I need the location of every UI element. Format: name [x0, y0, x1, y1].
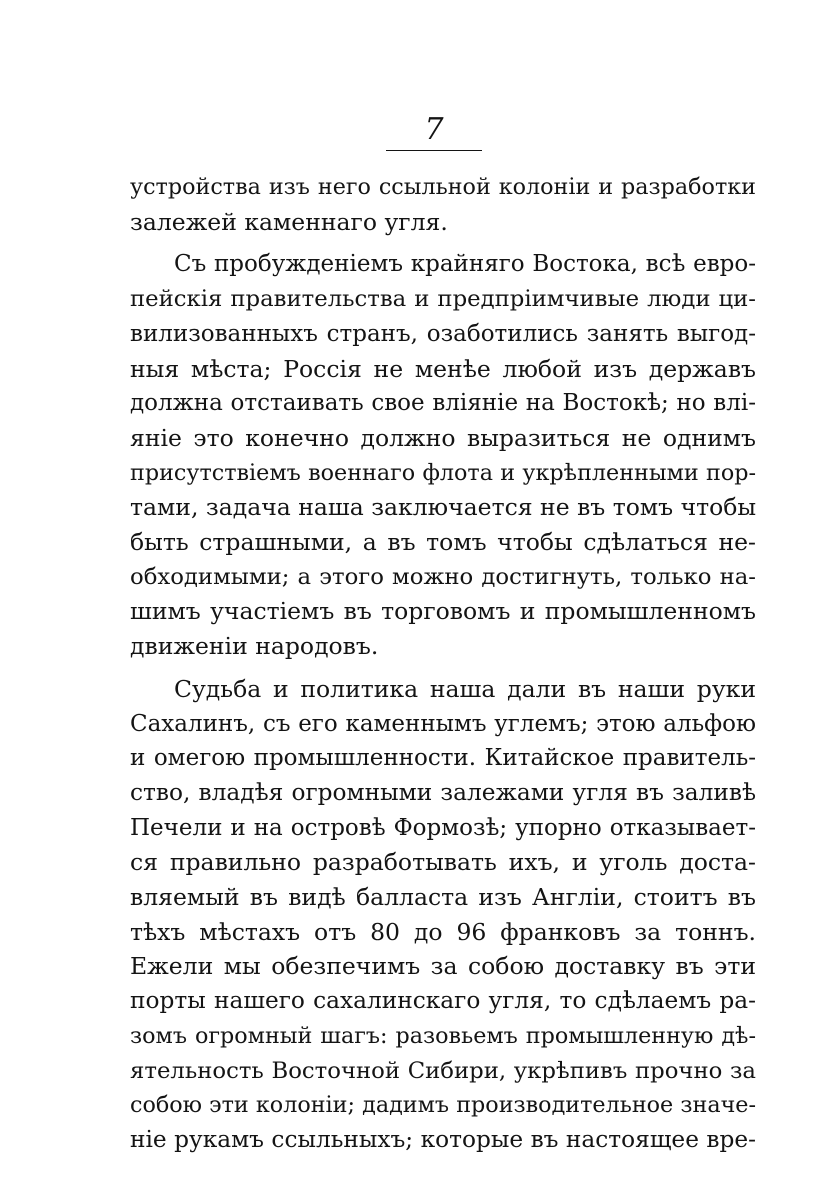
text-line: быть страшными, а въ томъ чтобы сдѣлаться не-: [130, 528, 756, 557]
text-line: обходимыми; а этого можно достигнуть, только на-: [130, 563, 756, 590]
text-line: тѣхъ мѣстахъ отъ 80 до 96 франковъ за тоннъ.: [130, 917, 756, 946]
text-line: вилизованныхъ странъ, озаботились занять выгод-: [130, 320, 756, 347]
paragraph: [130, 672, 756, 1158]
text-line: зомъ огромный шагъ: разовьемъ промышленную дѣ-: [130, 1022, 756, 1049]
text-line: Печели и на островѣ Формозѣ; упорно отказывает-: [130, 814, 756, 841]
text-line: вляемый въ видѣ балласта изъ Англіи, стоитъ въ: [130, 883, 756, 912]
paragraph: [130, 170, 756, 239]
text-line: яніе это конечно должно выразиться не однимъ: [130, 423, 756, 452]
page-number-rule: [386, 150, 482, 151]
text-line: устройства изъ него ссыльной колоніи и разработки: [130, 174, 756, 200]
text-line: ство, владѣя огромными залежами угля въ заливѣ: [130, 778, 756, 806]
text-line: пейскія правительства и предпріимчивые люди ци-: [130, 286, 756, 313]
paragraph: [130, 247, 756, 663]
text-line: ся правильно разработывать ихъ, и уголь доста-: [130, 848, 756, 877]
text-line: залежей каменнаго угля.: [130, 207, 448, 236]
text-line: шимъ участіемъ въ торговомъ и промышленномъ: [130, 597, 756, 626]
text-line: порты нашего сахалинскаго угля, то сдѣлаемъ ра-: [130, 987, 756, 1015]
text-line: присутствіемъ военнаго флота и укрѣпленными пор-: [130, 459, 756, 486]
body-text: [130, 170, 756, 1158]
text-line: ніе рукамъ ссыльныхъ; которые въ настоящее вре-: [130, 1125, 756, 1153]
text-line: движеніи народовъ.: [130, 632, 379, 661]
text-line: тами, задача наша заключается не въ томъ чтобы: [130, 493, 757, 522]
text-line: Ежели мы обезпечимъ за собою доставку въ эти: [130, 952, 756, 981]
text-line: собою эти колоніи; дадимъ производительное значе-: [130, 1092, 756, 1119]
text-line: должна отстаивать свое вліяніе на Востокѣ; но влі-: [130, 390, 756, 417]
text-line: Судьба и политика наша дали въ наши руки: [174, 674, 756, 703]
text-line: ятельность Восточной Сибири, укрѣпивъ прочно за: [130, 1057, 756, 1084]
page-number: 7: [424, 112, 444, 147]
text-line: ныя мѣста; Россія не менѣе любой изъ державъ: [130, 354, 756, 383]
text-line: Сахалинъ, съ его каменнымъ углемъ; этою альфою: [130, 710, 756, 737]
text-line: Съ пробужденіемъ крайняго Востока, всѣ евро-: [174, 251, 756, 278]
text-line: и омегою промышленности. Китайское правитель-: [130, 745, 756, 772]
